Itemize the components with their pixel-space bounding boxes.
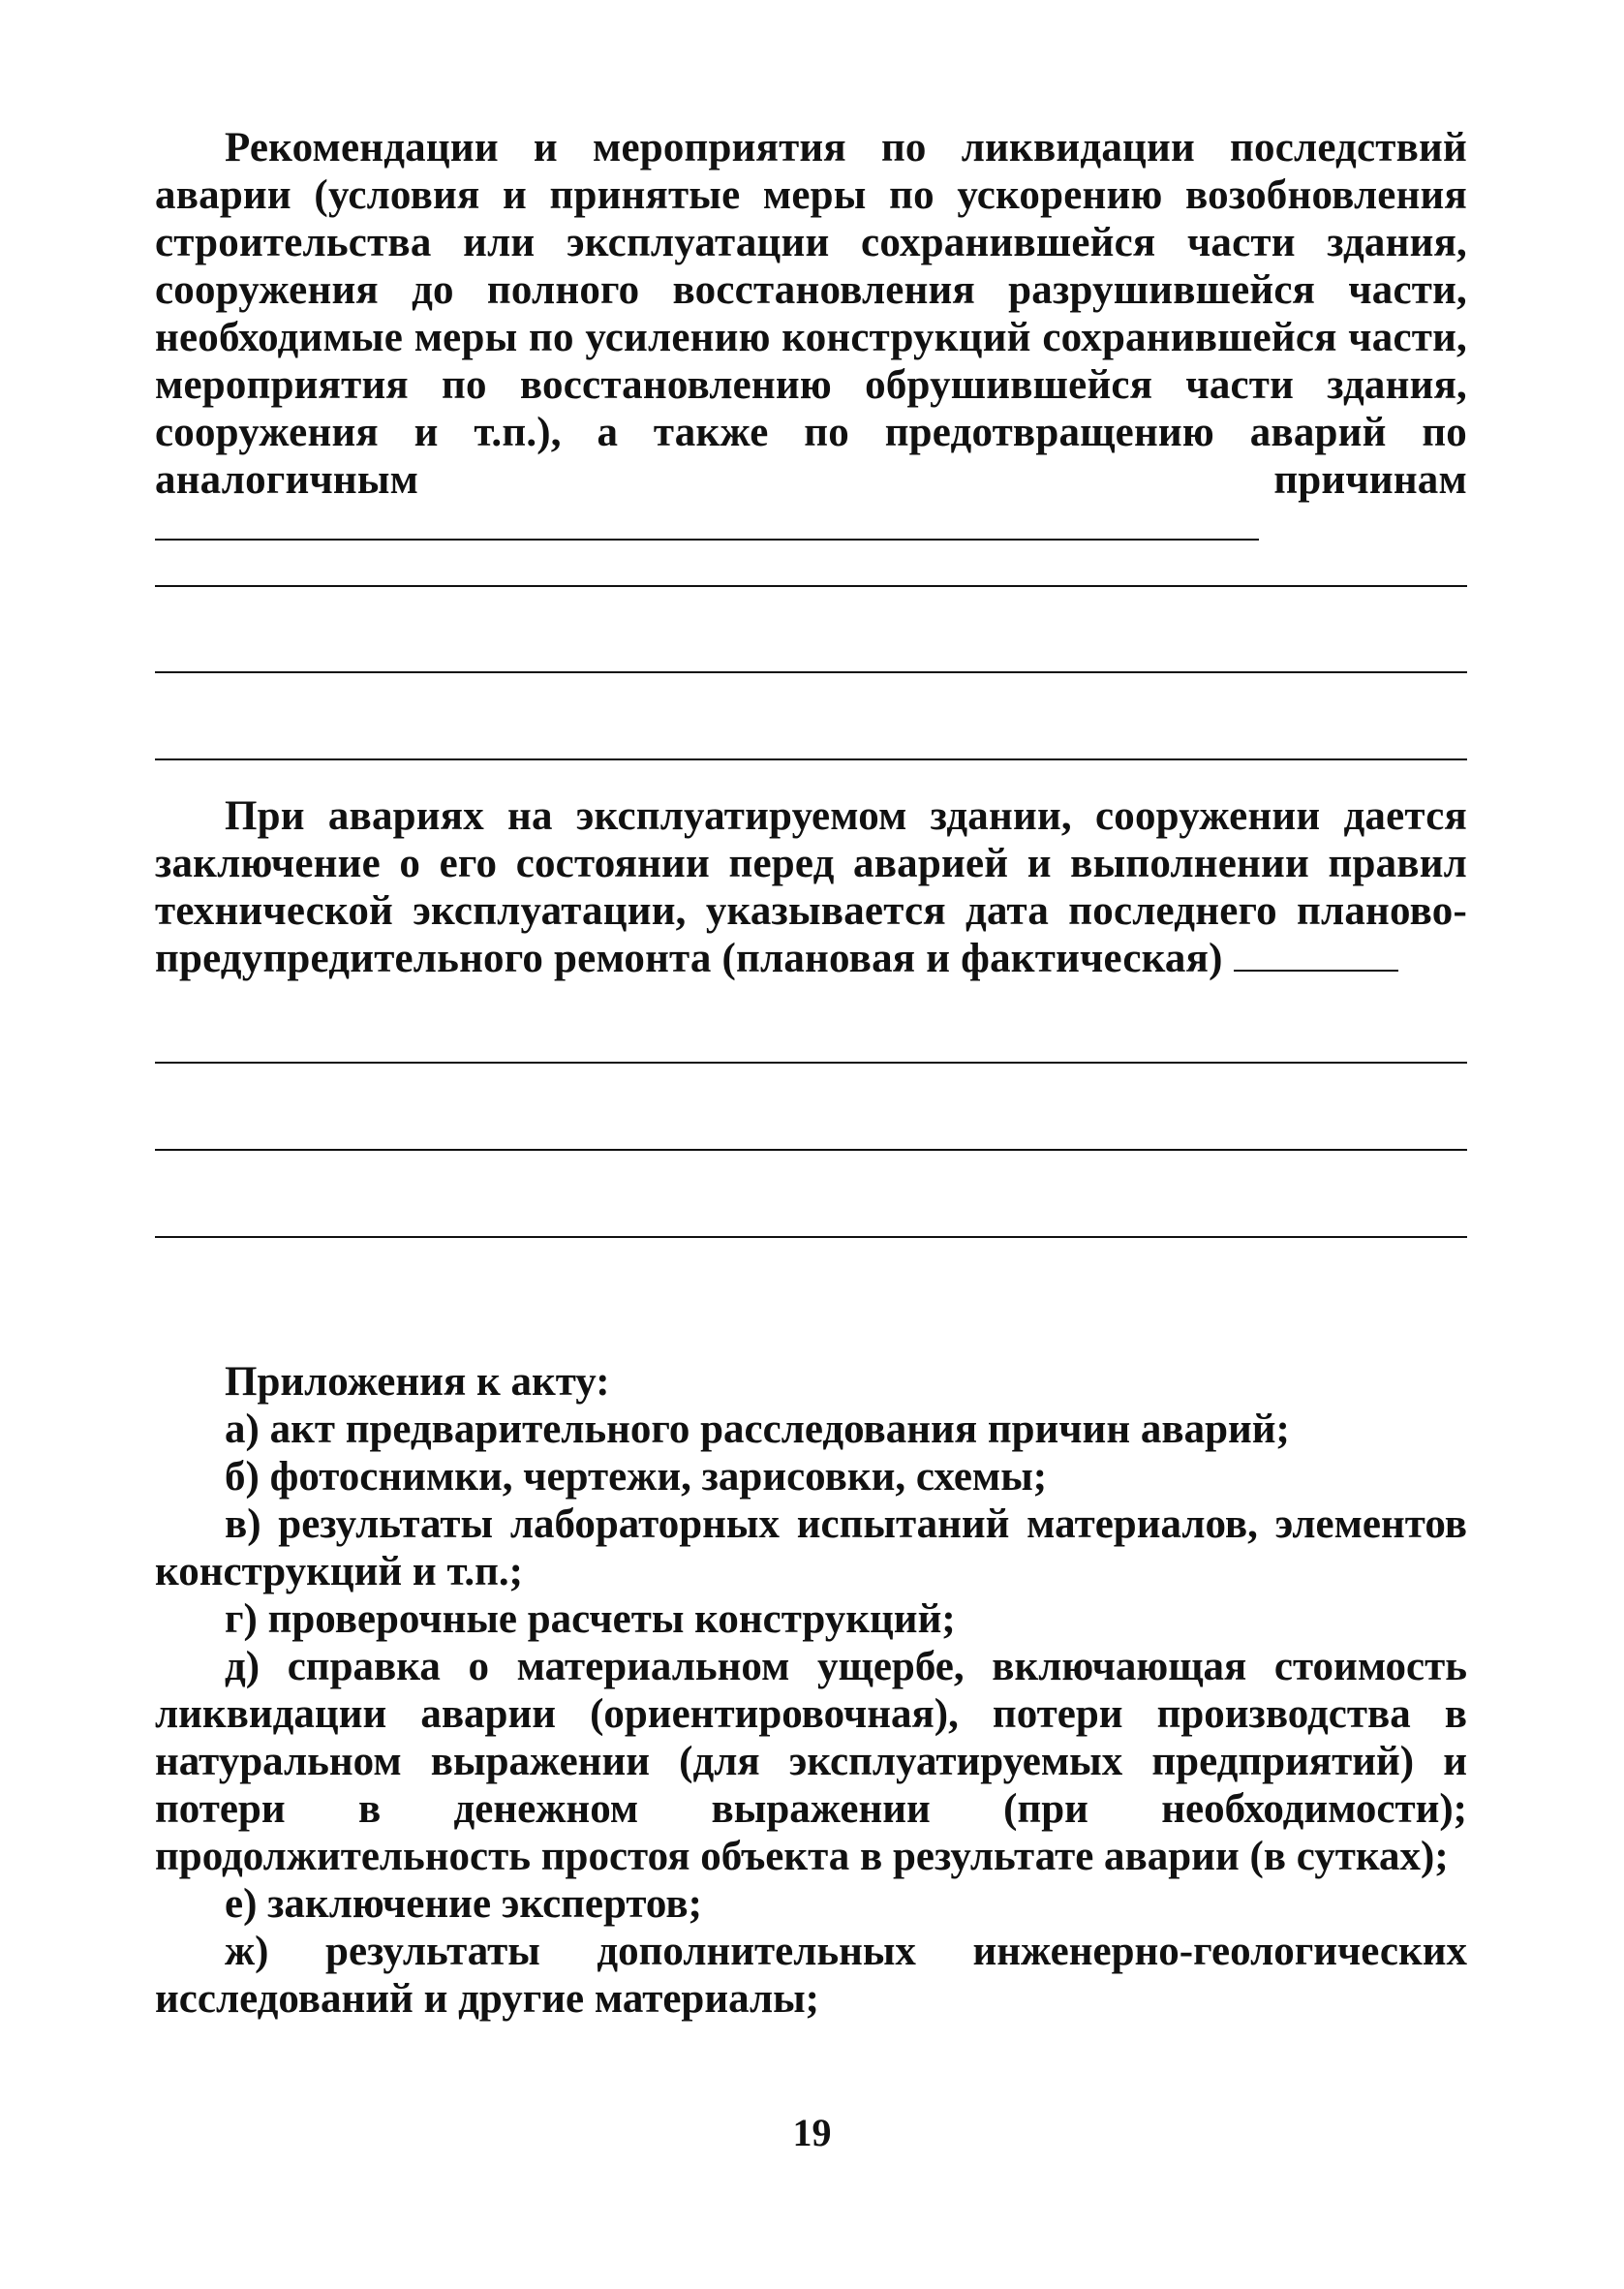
appendix-item-a: а) акт предварительного расследования причин аварий; (225, 1407, 1290, 1452)
operational-accident-text: При авариях на эксплуатируемом здании, сооружении дается заключение о его состоянии перед аварией и выполнении правил технической эксплуатации, указывается дата последнего планово-предупредительного ремонта (плановая и фактическая) (155, 793, 1467, 981)
operational-blank-line-1 (155, 1062, 1467, 1064)
operational-blank-line-2 (155, 1149, 1467, 1151)
recommendations-fill-line (155, 510, 1259, 541)
appendix-item-e: е) заключение экспертов; (225, 1881, 702, 1927)
operational-accident-fill-line (1234, 941, 1398, 972)
appendix-item-zh: ж) результаты дополнительных инженерно-геологических исследований и другие материалы; (155, 1929, 1467, 2022)
page-number: 19 (792, 2111, 832, 2154)
operational-accident-paragraph (155, 792, 1467, 982)
appendix-item-d: д) справка о материальном ущербе, включающая стоимость ликвидации аварии (ориентировочная), потери производства в натуральном выражении (для эксплуатируемых предприятий) и потери в денежном выражении (при необходимости); продолжительность простоя объекта в результате аварии (в сутках); (155, 1644, 1467, 1879)
recommendations-text: Рекомендации и мероприятия по ликвидации последствий аварии (условия и принятые меры по ускорению возобновления строительства или эксплуатации сохранившейся части здания, сооружения до полного восстановления разрушившейся части, необходимые меры по усилению конструкций сохранившейся части, мероприятия по восстановлению обрушившейся части здания, сооружения и т.п.), а также по предотвращению аварий по аналогичным причинам (155, 125, 1467, 503)
appendix-list (155, 1358, 1467, 2023)
appendix-item-v: в) результаты лабораторных испытаний материалов, элементов конструкций и т.п.; (155, 1501, 1467, 1594)
recommendations-blank-line-3 (155, 758, 1467, 760)
operational-blank-line-3 (155, 1236, 1467, 1238)
recommendations-blank-line-2 (155, 671, 1467, 673)
recommendations-blank-line-1 (155, 585, 1467, 587)
recommendations-paragraph (155, 124, 1467, 551)
appendix-item-g: г) проверочные расчеты конструкций; (225, 1596, 956, 1642)
appendix-item-b: б) фотоснимки, чертежи, зарисовки, схемы; (225, 1454, 1048, 1500)
appendix-heading: Приложения к акту: (225, 1359, 610, 1405)
